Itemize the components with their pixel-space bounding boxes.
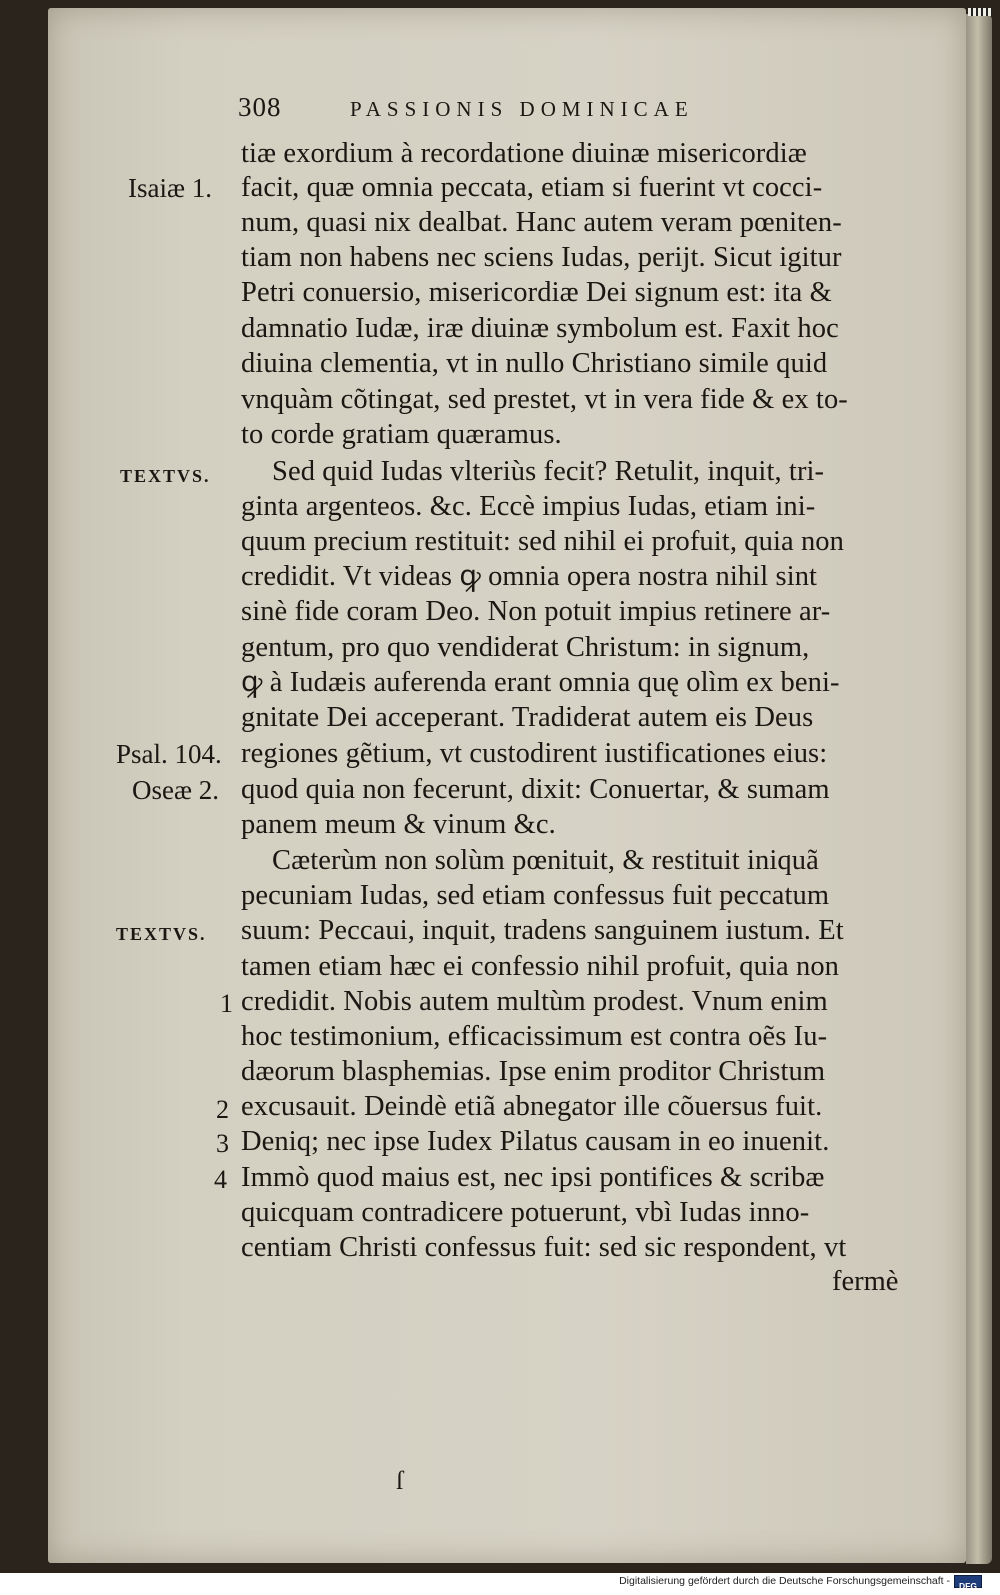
text-line: suum: Peccaui, inquit, tradens sanguinem iustum. Et bbox=[241, 915, 844, 946]
signature-mark: ſ bbox=[396, 1466, 404, 1495]
text-line: Petri conuersio, misericordiæ Dei signum est: ita & bbox=[241, 277, 832, 308]
text-line: dæorum blasphemias. Ipse enim proditor Christum bbox=[241, 1056, 826, 1087]
margin-number: 4 bbox=[214, 1165, 227, 1194]
text-line: centiam Christi confessus fuit: sed sic respondent, vt bbox=[241, 1232, 847, 1263]
text-line: regiones gẽtium, vt custodirent iustificationes eius: bbox=[241, 738, 828, 769]
text-line: tamen etiam hæc ei confessio nihil profuit, quia non bbox=[241, 951, 840, 982]
text-line: credidit. Nobis autem multùm prodest. Vnum enim bbox=[241, 986, 828, 1017]
margin-note-oseae: Oseæ 2. bbox=[132, 775, 219, 805]
text-line: to corde gratiam quæramus. bbox=[241, 419, 562, 450]
text-line: quod quia non fecerunt, dixit: Conuertar, & sumam bbox=[241, 774, 830, 805]
text-line: Sed quid Iudas vlteriùs fecit? Retulit, inquit, tri- bbox=[272, 456, 825, 487]
text-line: damnatio Iudæ, iræ diuinæ symbolum est. Faxit hoc bbox=[241, 313, 839, 344]
text-line: pecuniam Iudas, sed etiam confessus fuit peccatum bbox=[241, 880, 830, 911]
text-line: tiæ exordium à recordatione diuinæ misericordiæ bbox=[241, 138, 807, 169]
text-line: ginta argenteos. &c. Eccè impius Iudas, etiam ini- bbox=[241, 491, 816, 522]
dfg-logo-mark bbox=[955, 1580, 981, 1591]
margin-note-isaiae: Isaiæ 1. bbox=[128, 173, 212, 203]
margin-note-psal: Psal. 104. bbox=[116, 739, 222, 769]
margin-number: 1 bbox=[220, 989, 233, 1018]
margin-note-textus: TEXTVS. bbox=[116, 924, 207, 944]
text-line: tiam non habens nec sciens Iudas, perijt. Sicut igitur bbox=[241, 242, 842, 273]
text-line: quum precium restituit: sed nihil ei profuit, quia non bbox=[241, 526, 845, 557]
text-line: gentum, pro quo vendiderat Christum: in signum, bbox=[241, 632, 810, 663]
text-line: num, quasi nix dealbat. Hanc autem veram pœniten- bbox=[241, 207, 842, 238]
margin-number: 2 bbox=[216, 1095, 229, 1124]
dfg-logo bbox=[954, 1575, 982, 1591]
margin-note-textus: TEXTVS. bbox=[120, 466, 211, 486]
footer-credit: Digitalisierung gefördert durch die Deutsche Forschungsgemeinschaft - bbox=[619, 1575, 950, 1587]
dfg-logo-text: DFG bbox=[959, 1581, 977, 1591]
text-line: gnitate Dei acceperant. Tradiderat autem eis Deus bbox=[241, 702, 814, 733]
running-head: PASSIONIS DOMINICAE bbox=[350, 97, 694, 121]
text-line: Deniq; nec ipse Iudex Pilatus causam in eo inuenit. bbox=[241, 1126, 830, 1157]
page-number: 308 bbox=[238, 92, 282, 122]
text-line: facit, quæ omnia peccata, etiam si fuerint vt cocci- bbox=[241, 172, 823, 203]
text-line: quicquam contradicere potuerunt, vbì Iudas inno- bbox=[241, 1197, 810, 1228]
text-line: vnquàm cõtingat, sed prestet, vt in vera fide & ex to- bbox=[241, 384, 848, 415]
text-line: diuina clementia, vt in nullo Christiano simile quid bbox=[241, 348, 828, 379]
text-line: Immò quod maius est, nec ipsi pontifices & scribæ bbox=[241, 1162, 825, 1193]
text-line: Cæterùm non solùm pœnituit, & restituit iniquã bbox=[272, 845, 819, 876]
text-line: credidit. Vt videas ꝙ omnia opera nostra nihil sint bbox=[241, 561, 818, 592]
page-fore-edge bbox=[966, 14, 992, 1564]
text-line: ꝙ à Iudæis auferenda erant omnia quę olìm ex beni- bbox=[241, 667, 840, 698]
text-line: hoc testimonium, efficacissimum est contra oẽs Iu- bbox=[241, 1021, 828, 1052]
margin-number: 3 bbox=[216, 1129, 229, 1158]
text-line: excusauit. Deindè etiã abnegator ille cõuersus fuit. bbox=[241, 1091, 823, 1122]
scan-corner-mark bbox=[968, 8, 992, 16]
text-line: sinè fide coram Deo. Non potuit impius retinere ar- bbox=[241, 596, 831, 627]
page-header bbox=[238, 92, 918, 138]
text-line: panem meum & vinum &c. bbox=[241, 809, 556, 840]
catchword: fermè bbox=[832, 1266, 899, 1297]
